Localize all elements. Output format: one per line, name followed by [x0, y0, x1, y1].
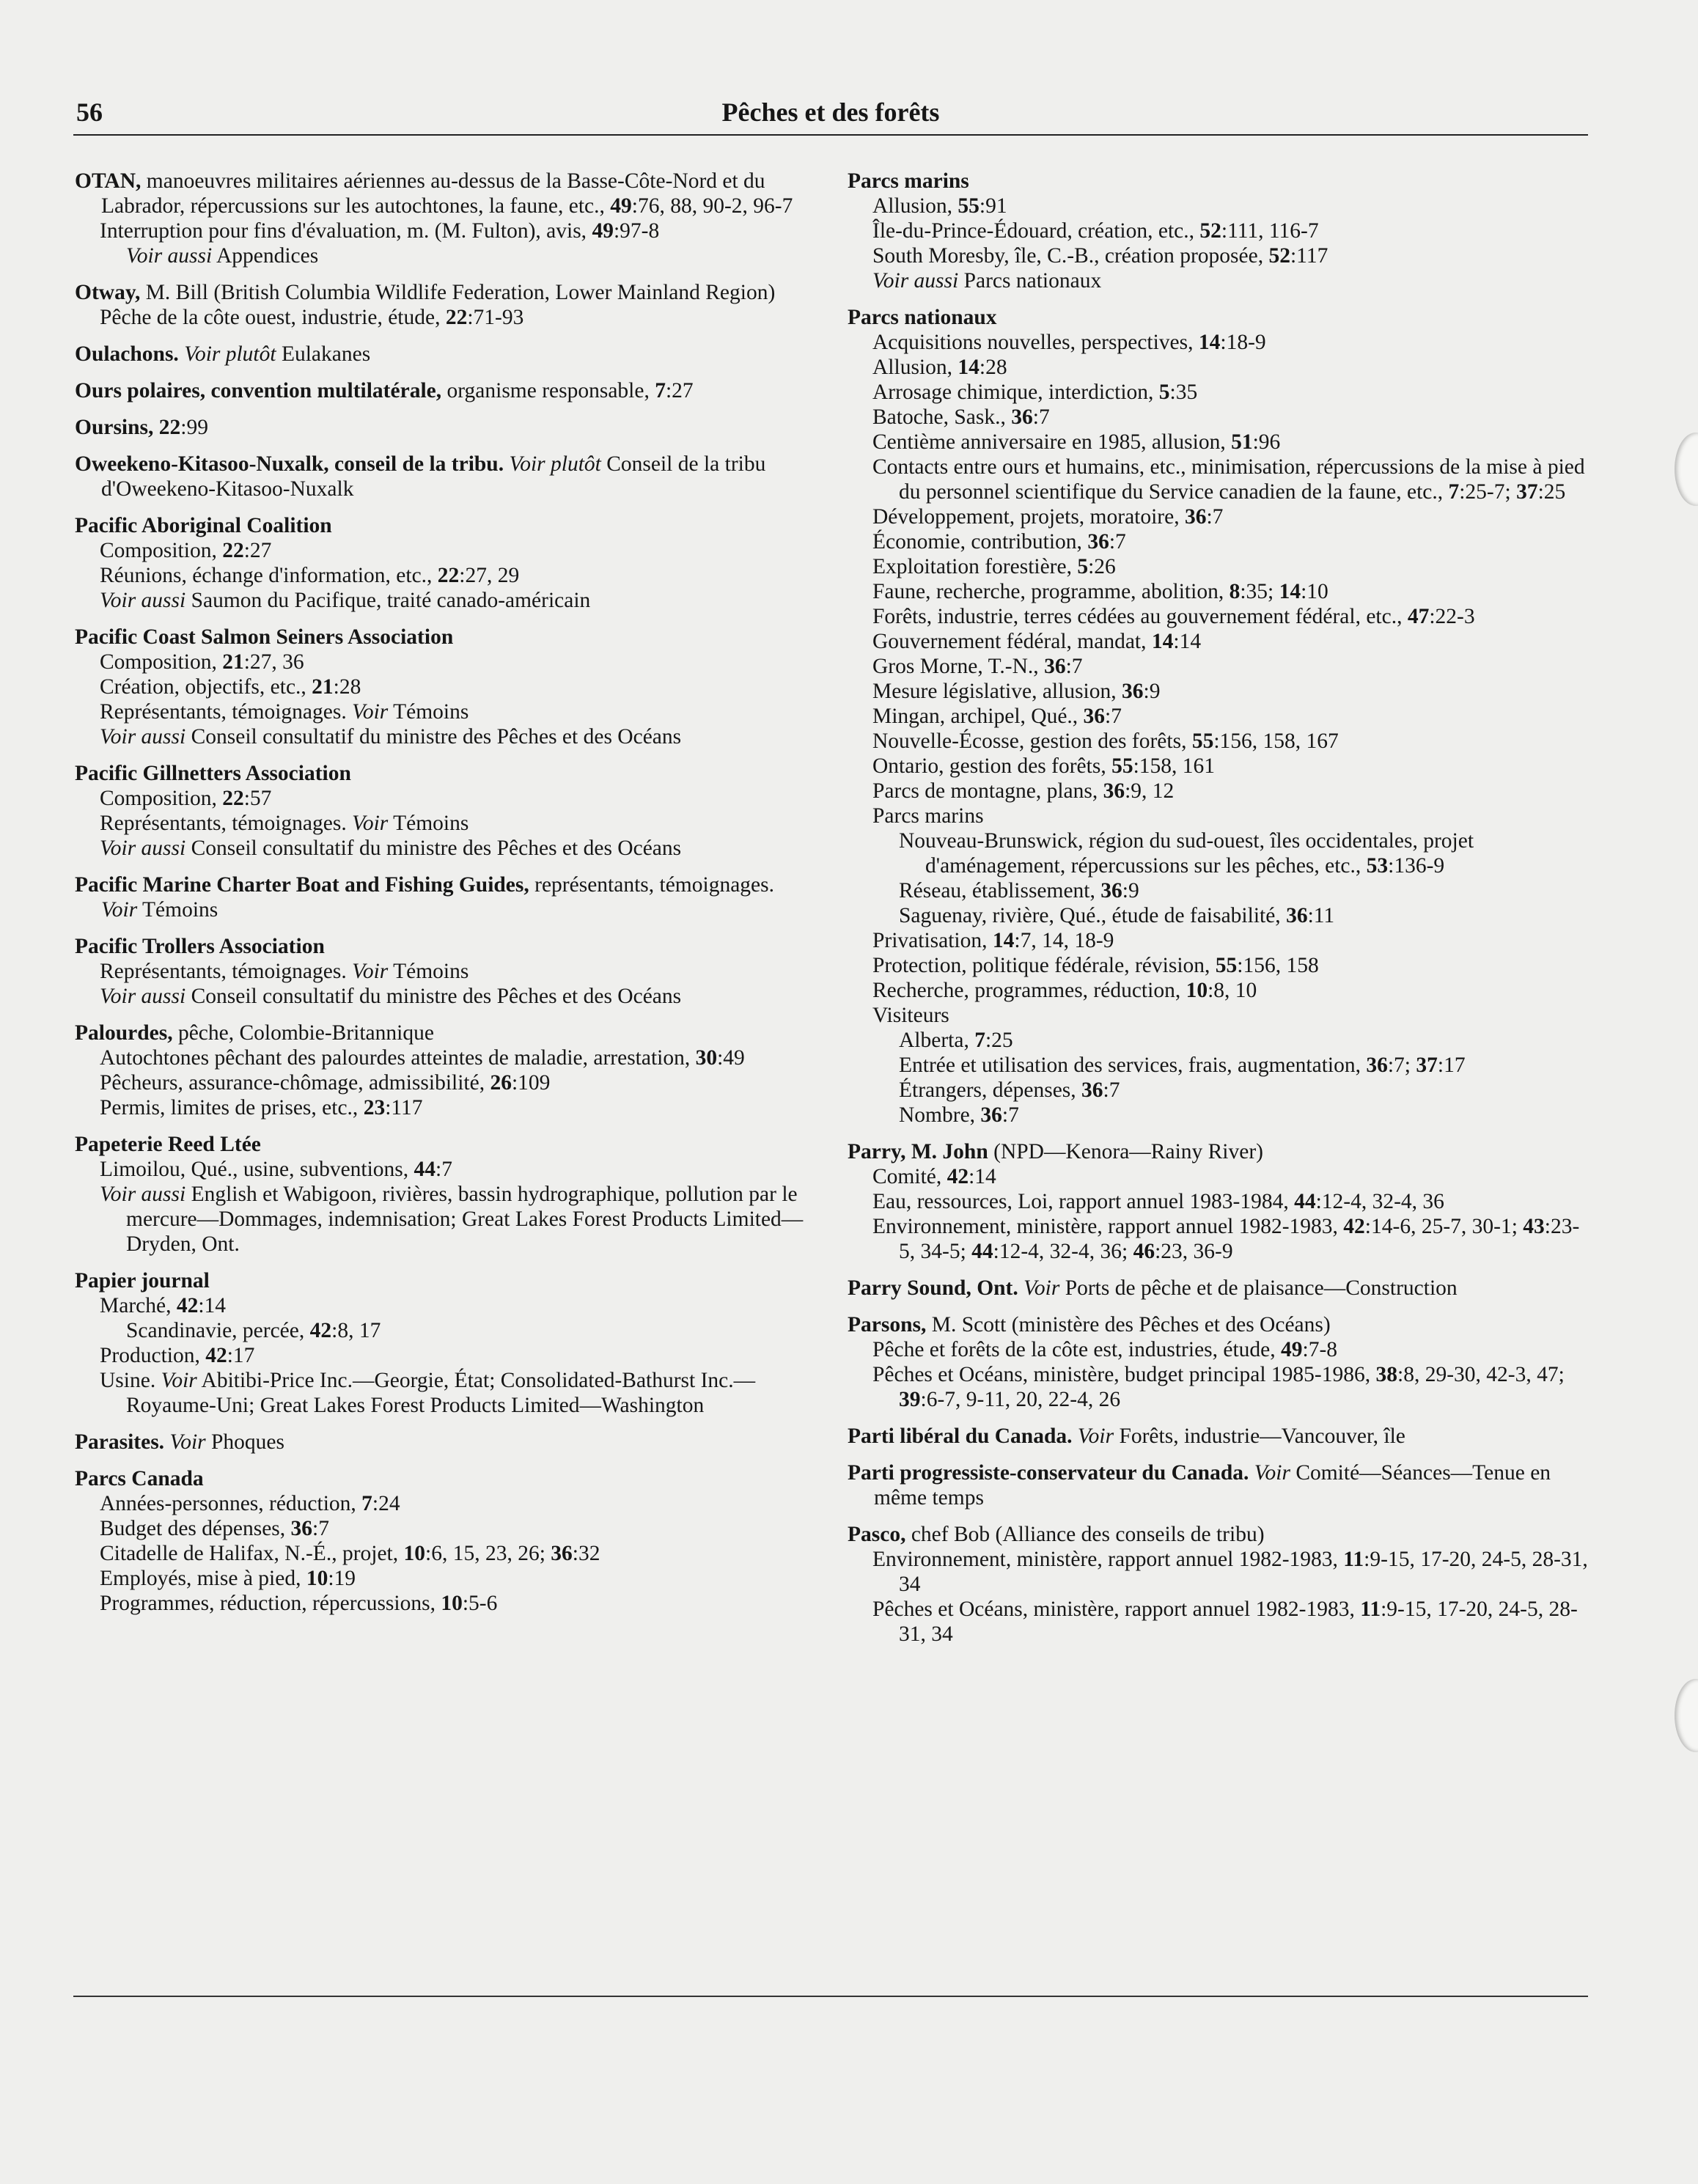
index-heading [848, 1522, 1588, 1547]
index-heading-detail: M. Bill (British Columbia Wildlife Federation, Lower Mainland Region) [140, 281, 776, 304]
index-entry [848, 169, 1588, 293]
cross-reference-label: Voir aussi [100, 589, 186, 612]
cross-reference-label: Voir [155, 1369, 197, 1392]
index-entry [75, 1021, 815, 1120]
index-entry [75, 1466, 815, 1616]
index-subentry-text: Composition, 22:57 [100, 787, 272, 810]
cross-reference-label: Voir [1249, 1461, 1290, 1485]
index-subentry [848, 679, 1588, 704]
index-subentry-text: Usine. [100, 1369, 156, 1392]
index-subentry-text: Exploitation forestière, 5:26 [872, 555, 1116, 578]
index-subentry-text: Composition, 22:27 [100, 539, 272, 562]
index-subentry-text: Réunions, échange d'information, etc., 22:27, 29 [100, 564, 520, 587]
index-entry [75, 625, 815, 749]
index-subentry-text: Appendices [212, 244, 319, 268]
index-subentry-text: Programmes, réduction, répercussions, 10:5-6 [100, 1592, 498, 1615]
index-column-left [75, 169, 815, 1628]
index-heading-detail: chef Bob (Alliance des conseils de tribu) [905, 1523, 1265, 1546]
index-heading-term: Oulachons. [75, 342, 179, 366]
page-number: 56 [76, 98, 103, 127]
index-entry [75, 513, 815, 613]
index-subentry [75, 811, 815, 836]
index-subentry [848, 243, 1588, 268]
index-subentry [75, 588, 815, 613]
index-subentry-text: Limoilou, Qué., usine, subventions, 44:7 [100, 1158, 452, 1181]
index-entry [848, 1276, 1588, 1301]
index-heading [75, 1430, 815, 1455]
index-subentry-text: Saumon du Pacifique, traité canado-américain [185, 589, 591, 612]
index-entry [75, 872, 815, 922]
index-subentry [848, 978, 1588, 1003]
cross-reference-label: Voir aussi [100, 837, 186, 860]
index-subentry [848, 754, 1588, 779]
index-heading [848, 1424, 1588, 1449]
index-subentry-text: Batoche, Sask., 36:7 [872, 405, 1050, 429]
index-subentry [75, 836, 815, 861]
index-heading [75, 872, 815, 922]
index-subentry [75, 1095, 815, 1120]
index-heading-term: Parcs nationaux [848, 306, 997, 329]
index-heading-term: Parti libéral du Canada. [848, 1424, 1073, 1448]
cross-reference-target: Témoins [388, 700, 469, 724]
cross-reference-target: Témoins [388, 960, 469, 983]
index-subentry [75, 1343, 815, 1368]
cross-reference-label: Voir aussi [100, 725, 186, 749]
index-subentry-text: Allusion, 14:28 [872, 356, 1007, 379]
cross-reference-label: Voir [346, 812, 389, 835]
index-heading-term: Oweekeno-Kitasoo-Nuxalk, conseil de la tribu. [75, 452, 504, 476]
index-heading-detail: Comité—Séances—Tenue en même temps [874, 1461, 1551, 1510]
index-subentry-text: Mesure législative, allusion, 36:9 [872, 680, 1161, 703]
index-heading [848, 1312, 1588, 1337]
index-heading [75, 280, 815, 305]
index-subentry-text: Développement, projets, moratoire, 36:7 [872, 505, 1224, 529]
index-subentry-text: Permis, limites de prises, etc., 23:117 [100, 1096, 423, 1119]
index-subentry [848, 554, 1588, 579]
index-subentry-text: Citadelle de Halifax, N.-É., projet, 10:6, 15, 23, 26; 36:32 [100, 1542, 600, 1565]
index-heading-term: Pacific Marine Charter Boat and Fishing Guides, [75, 873, 529, 897]
index-subentry [75, 1566, 815, 1591]
index-subentry-text: Représentants, témoignages. [100, 812, 347, 835]
index-subentry-text: Employés, mise à pied, 10:19 [100, 1567, 356, 1590]
index-heading-detail: représentants, témoignages. [529, 873, 774, 897]
index-subentry [848, 218, 1588, 243]
index-subentry-text: Mingan, archipel, Qué., 36:7 [872, 705, 1122, 728]
index-subentry-text: Production, 42:17 [100, 1344, 255, 1367]
index-heading [848, 305, 1588, 330]
index-subentry-text: Scandinavie, percée, 42:8, 17 [126, 1319, 381, 1342]
cross-reference-label: Voir plutôt [178, 342, 276, 366]
index-subentry-text: Autochtones pêchant des palourdes atteintes de maladie, arrestation, 30:49 [100, 1046, 745, 1070]
index-subentry [75, 1591, 815, 1616]
cross-reference-target: Abitibi-Price Inc.—Georgie, État; Consolidated-Bathurst Inc.—Royaume-Uni; Great Lakes Forest Products Limited—Washington [126, 1369, 756, 1417]
index-heading-term: Parsons, [848, 1313, 927, 1336]
index-entry [75, 378, 815, 403]
index-subentry [848, 704, 1588, 729]
index-subentry [75, 538, 815, 563]
index-subentry-text: Pêcheurs, assurance-chômage, admissibilité, 26:109 [100, 1071, 551, 1095]
running-title: Pêches et des forêts [721, 98, 940, 127]
index-heading-term: Palourdes, [75, 1021, 173, 1045]
index-subentry-text: Visiteurs [872, 1004, 949, 1027]
index-heading-term: Parcs Canada [75, 1467, 204, 1490]
cross-reference-label: Voir aussi [100, 1183, 186, 1206]
index-entry [75, 1132, 815, 1257]
index-heading [75, 342, 815, 367]
index-subentry [848, 1003, 1588, 1028]
cross-reference-label: Voir [346, 700, 389, 724]
index-subentry [848, 654, 1588, 679]
index-heading-detail: (NPD—Kenora—Rainy River) [988, 1140, 1263, 1163]
index-subentry-text: Budget des dépenses, 36:7 [100, 1517, 329, 1540]
cross-reference-label: Voir [1018, 1276, 1060, 1300]
index-subentry-text: Recherche, programmes, réduction, 10:8, 10 [872, 979, 1257, 1002]
index-subentry [75, 1045, 815, 1070]
index-subentry [848, 268, 1588, 293]
index-heading-term: Pacific Aboriginal Coalition [75, 514, 332, 537]
index-entry [848, 1522, 1588, 1647]
index-heading-detail: Ports de pêche et de plaisance—Construction [1059, 1276, 1458, 1300]
index-subentry-text: Environnement, ministère, rapport annuel 1982-1983, 42:14-6, 25-7, 30-1; 43:23-5, 34-5; 44:12-4, 32-4, 36; 46:23, 36-9 [872, 1215, 1580, 1263]
index-heading-term: Parry Sound, Ont. [848, 1276, 1018, 1300]
index-heading-term: Parcs marins [848, 169, 969, 193]
index-subentry-text: Privatisation, 14:7, 14, 18-9 [872, 929, 1114, 952]
index-entry [848, 305, 1588, 1128]
index-subentry-text: Marché, 42:14 [100, 1294, 227, 1317]
index-entry [848, 1424, 1588, 1449]
binder-hole [1675, 433, 1698, 506]
index-subentry-text: Pêches et Océans, ministère, rapport annuel 1982-1983, 11:9-15, 17-20, 24-5, 28-31, 34 [872, 1597, 1578, 1646]
index-subentry [848, 405, 1588, 430]
index-subentry [75, 1491, 815, 1516]
cross-reference-label: Voir [164, 1430, 206, 1454]
index-entry [75, 1430, 815, 1455]
index-subentry [848, 1028, 1588, 1053]
index-entry [75, 1268, 815, 1418]
index-subentry-text: Économie, contribution, 36:7 [872, 530, 1126, 554]
index-heading-term: Oursins, [75, 416, 154, 439]
index-subentry [75, 786, 815, 811]
cross-reference-label: Voir aussi [126, 244, 213, 268]
index-subentry [75, 1293, 815, 1318]
page-header [73, 87, 1588, 138]
index-subentry [75, 305, 815, 330]
index-subentry-text: South Moresby, île, C.-B., création proposée, 52:117 [872, 244, 1328, 268]
index-subentry-text: Conseil consultatif du ministre des Pêches et des Océans [185, 837, 682, 860]
index-subentry-text: Pêches et Océans, ministère, budget principal 1985-1986, 38:8, 29-30, 42-3, 47; 39:6-7, 9-11, 20, 22-4, 26 [872, 1363, 1565, 1411]
index-subentry-text: Faune, recherche, programme, abolition, 8:35; 14:10 [872, 580, 1328, 603]
cross-reference-label: Voir aussi [100, 985, 186, 1008]
index-heading [848, 1460, 1588, 1510]
index-heading [75, 1021, 815, 1045]
index-subentry [75, 1157, 815, 1182]
index-subentry [848, 355, 1588, 380]
index-heading [75, 761, 815, 786]
index-heading-detail: Forêts, industrie—Vancouver, île [1114, 1424, 1405, 1448]
index-subentry [848, 1597, 1588, 1647]
cross-reference-target: Témoins [137, 898, 218, 922]
index-subentry [75, 650, 815, 674]
index-subentry [75, 1541, 815, 1566]
cross-reference-label: Voir [1072, 1424, 1114, 1448]
index-subentry [848, 380, 1588, 405]
index-subentry-text: Interruption pour fins d'évaluation, m. (M. Fulton), avis, 49:97-8 [100, 219, 660, 243]
index-subentry [75, 218, 815, 243]
index-subentry-text: Allusion, 55:91 [872, 194, 1007, 218]
index-heading [75, 415, 815, 440]
index-subentry-text: Années-personnes, réduction, 7:24 [100, 1492, 400, 1515]
cross-reference-target: Témoins [388, 812, 469, 835]
index-heading-detail: pêche, Colombie-Britannique [172, 1021, 434, 1045]
index-subentry-text: Protection, politique fédérale, révision, 55:156, 158 [872, 954, 1319, 977]
index-subentry [75, 1182, 815, 1257]
index-heading-term: Otway, [75, 281, 141, 304]
cross-reference-label: Voir plutôt [504, 452, 601, 476]
index-entry [75, 415, 815, 440]
index-heading-term: Parasites. [75, 1430, 165, 1454]
index-subentry [75, 1318, 815, 1343]
index-entry [848, 1312, 1588, 1412]
index-subentry-text: Entrée et utilisation des services, frais, augmentation, 36:7; 37:17 [899, 1054, 1466, 1077]
index-heading-detail: Phoques [205, 1430, 284, 1454]
index-subentry [75, 243, 815, 268]
index-subentry-text: Parcs nationaux [958, 269, 1102, 293]
index-heading-detail: organisme responsable, 7:27 [441, 379, 694, 402]
index-subentry [848, 729, 1588, 754]
index-heading-detail: Eulakanes [276, 342, 371, 366]
index-subentry-text: Parcs marins [872, 804, 984, 828]
index-subentry [848, 804, 1588, 828]
index-subentry [75, 984, 815, 1009]
index-entry [75, 169, 815, 268]
index-heading [75, 1132, 815, 1157]
index-entry [848, 1139, 1588, 1264]
index-subentry [848, 1164, 1588, 1189]
index-subentry-text: Contacts entre ours et humains, etc., minimisation, répercussions de la mise à pied du personnel scientifique du Service canadien de la faune, etc., 7:25-7; 37:25 [872, 455, 1585, 504]
header-rule [73, 134, 1588, 136]
index-heading [75, 378, 815, 403]
index-subentry [848, 504, 1588, 529]
index-subentry [75, 1070, 815, 1095]
index-subentry-text: Composition, 21:27, 36 [100, 650, 304, 674]
index-subentry-text: Île-du-Prince-Édouard, création, etc., 52:111, 116-7 [872, 219, 1319, 243]
index-subentry [848, 828, 1588, 878]
index-heading-term: Papeterie Reed Ltée [75, 1133, 261, 1156]
index-subentry-text: Saguenay, rivière, Qué., étude de faisabilité, 36:11 [899, 904, 1335, 927]
index-subentry [848, 1103, 1588, 1128]
index-subentry-text: Alberta, 7:25 [899, 1029, 1013, 1052]
index-subentry-text: Environnement, ministère, rapport annuel 1982-1983, 11:9-15, 17-20, 24-5, 28-31, 34 [872, 1548, 1588, 1596]
index-subentry-text: Comité, 42:14 [872, 1165, 996, 1188]
index-heading [75, 513, 815, 538]
index-entry [75, 452, 815, 501]
index-heading [75, 1268, 815, 1293]
index-heading-term: Ours polaires, convention multilatérale, [75, 379, 442, 402]
index-subentry [848, 1189, 1588, 1214]
index-subentry-text: Centième anniversaire en 1985, allusion, 51:96 [872, 430, 1281, 454]
index-subentry [848, 779, 1588, 804]
index-subentry-text: Ontario, gestion des forêts, 55:158, 161 [872, 754, 1216, 778]
index-heading-term: Pacific Gillnetters Association [75, 762, 351, 785]
index-subentry [848, 1214, 1588, 1264]
index-subentry-text: Nouveau-Brunswick, région du sud-ouest, îles occidentales, projet d'aménagement, répercussions sur les pêches, etc., 53:136-9 [899, 829, 1474, 878]
index-subentry-text: Représentants, témoignages. [100, 700, 347, 724]
index-heading-term: Papier journal [75, 1269, 210, 1293]
index-heading [848, 1276, 1588, 1301]
index-heading-detail: M. Scott (ministère des Pêches et des Océans) [926, 1313, 1331, 1336]
index-subentry-text: Représentants, témoignages. [100, 960, 347, 983]
index-heading [75, 934, 815, 959]
index-heading [75, 169, 815, 218]
index-subentry [848, 330, 1588, 355]
index-subentry [848, 455, 1588, 504]
index-subentry-text: Parcs de montagne, plans, 36:9, 12 [872, 779, 1175, 803]
index-subentry-text: Gouvernement fédéral, mandat, 14:14 [872, 630, 1202, 653]
cross-reference-label: Voir aussi [872, 269, 959, 293]
cross-reference-label: Voir [101, 898, 138, 922]
index-entry [848, 1460, 1588, 1510]
index-subentry [848, 1053, 1588, 1078]
index-heading-term: Pacific Trollers Association [75, 935, 325, 958]
index-entry [75, 280, 815, 330]
index-heading-detail: manoeuvres militaires aériennes au-dessus de la Basse-Côte-Nord et du Labrador, répercussions sur les autochtones, la faune, etc., 49:76, 88, 90-2, 96-7 [101, 169, 793, 218]
index-heading-term: Pasco, [848, 1523, 906, 1546]
index-entry [75, 761, 815, 861]
index-subentry-text: Conseil consultatif du ministre des Pêches et des Océans [185, 985, 682, 1008]
index-heading-term: Pacific Coast Salmon Seiners Association [75, 625, 454, 649]
footer-rule [73, 1996, 1588, 1997]
index-subentry [75, 724, 815, 749]
index-heading-term: M. John [905, 1140, 988, 1163]
index-subentry [848, 604, 1588, 629]
index-heading-term: Parti progressiste-conservateur du Canada. [848, 1461, 1249, 1485]
index-subentry [848, 629, 1588, 654]
index-subentry [848, 953, 1588, 978]
index-subentry-text: Étrangers, dépenses, 36:7 [899, 1078, 1120, 1102]
index-subentry-text: Réseau, établissement, 36:9 [899, 879, 1139, 902]
index-subentry [848, 928, 1588, 953]
index-heading-detail: 22:99 [158, 416, 208, 439]
index-heading [75, 1466, 815, 1491]
index-heading [848, 169, 1588, 194]
index-subentry [848, 1078, 1588, 1103]
index-heading-detail: Conseil de la tribu d'Oweekeno-Kitasoo-Nuxalk [101, 452, 766, 501]
index-subentry [848, 1547, 1588, 1597]
binder-hole [1675, 1679, 1698, 1752]
index-subentry-text: English et Wabigoon, rivières, bassin hydrographique, pollution par le mercure—Dommages, indemnisation; Great Lakes Forest Products Limited—Dryden, Ont. [126, 1183, 804, 1256]
index-subentry-text: Forêts, industrie, terres cédées au gouvernement fédéral, etc., 47:22-3 [872, 605, 1475, 628]
index-subentry-text: Création, objectifs, etc., 21:28 [100, 675, 361, 699]
index-subentry-text: Eau, ressources, Loi, rapport annuel 1983-1984, 44:12-4, 32-4, 36 [872, 1190, 1444, 1213]
index-subentry [848, 1362, 1588, 1412]
index-subentry [848, 194, 1588, 218]
index-heading-term: Parry, [848, 1140, 906, 1163]
index-subentry [75, 1368, 815, 1418]
index-entry [75, 934, 815, 1009]
index-subentry [75, 674, 815, 699]
cross-reference-label: Voir [346, 960, 389, 983]
index-subentry-text: Conseil consultatif du ministre des Pêches et des Océans [185, 725, 682, 749]
index-subentry-text: Nouvelle-Écosse, gestion des forêts, 55:156, 158, 167 [872, 729, 1339, 753]
index-heading [75, 452, 815, 501]
index-column-right [848, 169, 1588, 1658]
index-subentry [848, 878, 1588, 903]
index-subentry [75, 563, 815, 588]
index-subentry-text: Acquisitions nouvelles, perspectives, 14:18-9 [872, 331, 1266, 354]
index-subentry [75, 1516, 815, 1541]
index-heading-term: OTAN, [75, 169, 142, 193]
index-subentry [75, 699, 815, 724]
index-subentry [75, 959, 815, 984]
index-subentry-text: Gros Morne, T.-N., 36:7 [872, 655, 1083, 678]
index-subentry-text: Arrosage chimique, interdiction, 5:35 [872, 380, 1198, 404]
index-subentry [848, 1337, 1588, 1362]
index-heading [848, 1139, 1588, 1164]
index-subentry [848, 903, 1588, 928]
index-subentry-text: Nombre, 36:7 [899, 1103, 1019, 1127]
index-subentry [848, 529, 1588, 554]
index-subentry [848, 579, 1588, 604]
index-subentry-text: Pêche et forêts de la côte est, industries, étude, 49:7-8 [872, 1338, 1338, 1361]
index-subentry-text: Pêche de la côte ouest, industrie, étude, 22:71-93 [100, 306, 524, 329]
index-heading [75, 625, 815, 650]
index-subentry [848, 430, 1588, 455]
index-entry [75, 342, 815, 367]
